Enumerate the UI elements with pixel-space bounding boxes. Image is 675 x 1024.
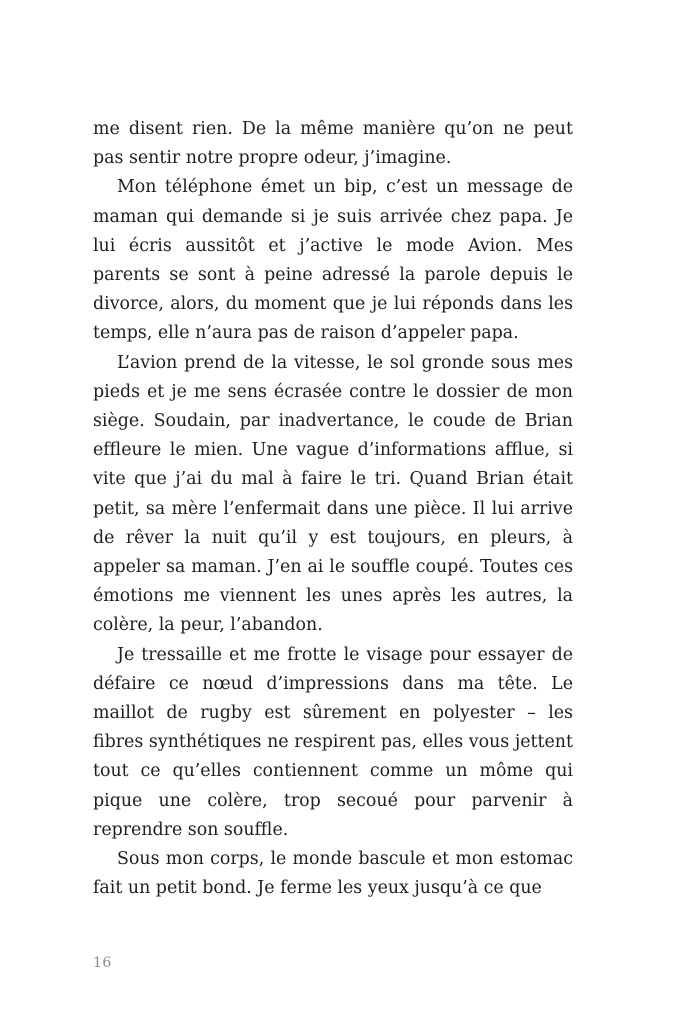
paragraph-takeoff: L’avion prend de la vitesse, le sol gronde sous mes pieds et je me sens écrasée contre le dossier de mon siège. Soudain, par inadvertance, le coude de Brian effleure le mien. Une vague d’informations afflue, si vite que j’ai du mal à faire le tri. Quand Brian était petit, sa mère l’enfermait dans une pièce. Il lui arrive de rêver la nuit qu’il y est toujours, en pleurs, à appeler sa maman. J’en ai le souffle coupé. Toutes ces émotions me viennent les unes après les autres, la colère, la peur, l’abandon. (93, 352, 573, 636)
page-number: 16 (93, 955, 112, 971)
paragraph-phone-message: Mon téléphone émet un bip, c’est un message de maman qui demande si je suis arrivée chez papa. Je lui écris aussitôt et j’active le mode Avion. Mes parents se sont à peine adressé la parole depuis le divorce, alors, du moment que je lui réponds dans les temps, elle n’aura pas de raison d’appeler papa. (93, 177, 573, 344)
page-body-text (93, 115, 573, 903)
paragraph-world-tilts: Sous mon corps, le monde bascule et mon estomac fait un petit bond. Je ferme les yeux jusqu’à ce que (93, 849, 573, 899)
paragraph-rugby-shirt: Je tressaille et me frotte le visage pour essayer de défaire ce nœud d’impressions dans ma tête. Le maillot de rugby est sûrement en polyester – les fibres synthétiques ne respirent pas, elles vous jettent tout ce qu’elles contiennent comme un môme qui pique une colère, trop secoué pour parvenir à reprendre son souffle. (93, 644, 573, 840)
paragraph-continued: me disent rien. De la même manière qu’on ne peut pas sentir notre propre odeur, j’imagine. (93, 119, 573, 169)
